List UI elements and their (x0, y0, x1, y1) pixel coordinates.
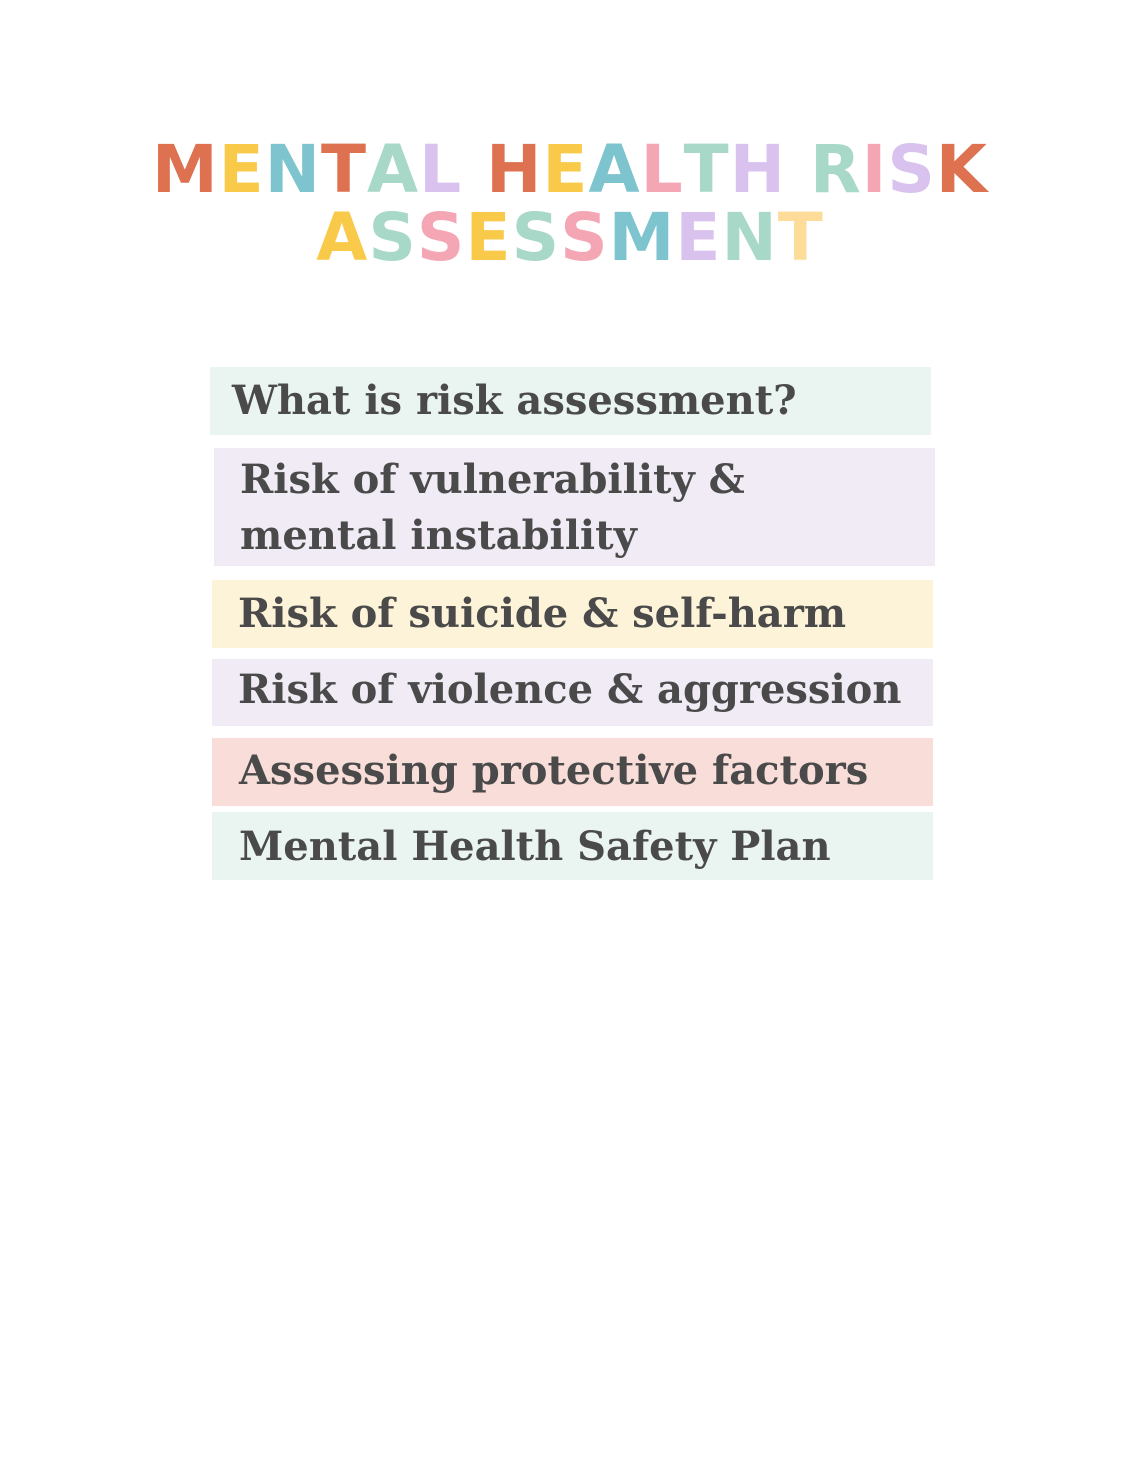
menu-item-label: What is risk assessment? (232, 377, 797, 424)
menu-item-protective-factors[interactable] (212, 738, 933, 806)
menu-item-label: Risk of suicide & self-harm (238, 590, 847, 637)
menu-item-label: Mental Health Safety Plan (239, 823, 831, 870)
menu-item-risk-of-suicide[interactable] (212, 580, 933, 648)
menu-item-what-is-risk-assessment[interactable] (210, 367, 931, 435)
menu-item-safety-plan[interactable] (212, 812, 933, 880)
menu-item-label: Assessing protective factors (239, 747, 869, 794)
menu-item-label: Risk of violence & aggression (238, 666, 902, 713)
menu-item-label: Risk of vulnerability & mental instability (240, 456, 745, 559)
page-title-line-2: ASSESSMENT (316, 199, 824, 276)
page-title-line-1: MENTAL HEALTH RISK (151, 131, 989, 208)
menu-item-risk-of-vulnerability[interactable] (214, 448, 935, 566)
menu-item-risk-of-violence[interactable] (212, 659, 933, 726)
